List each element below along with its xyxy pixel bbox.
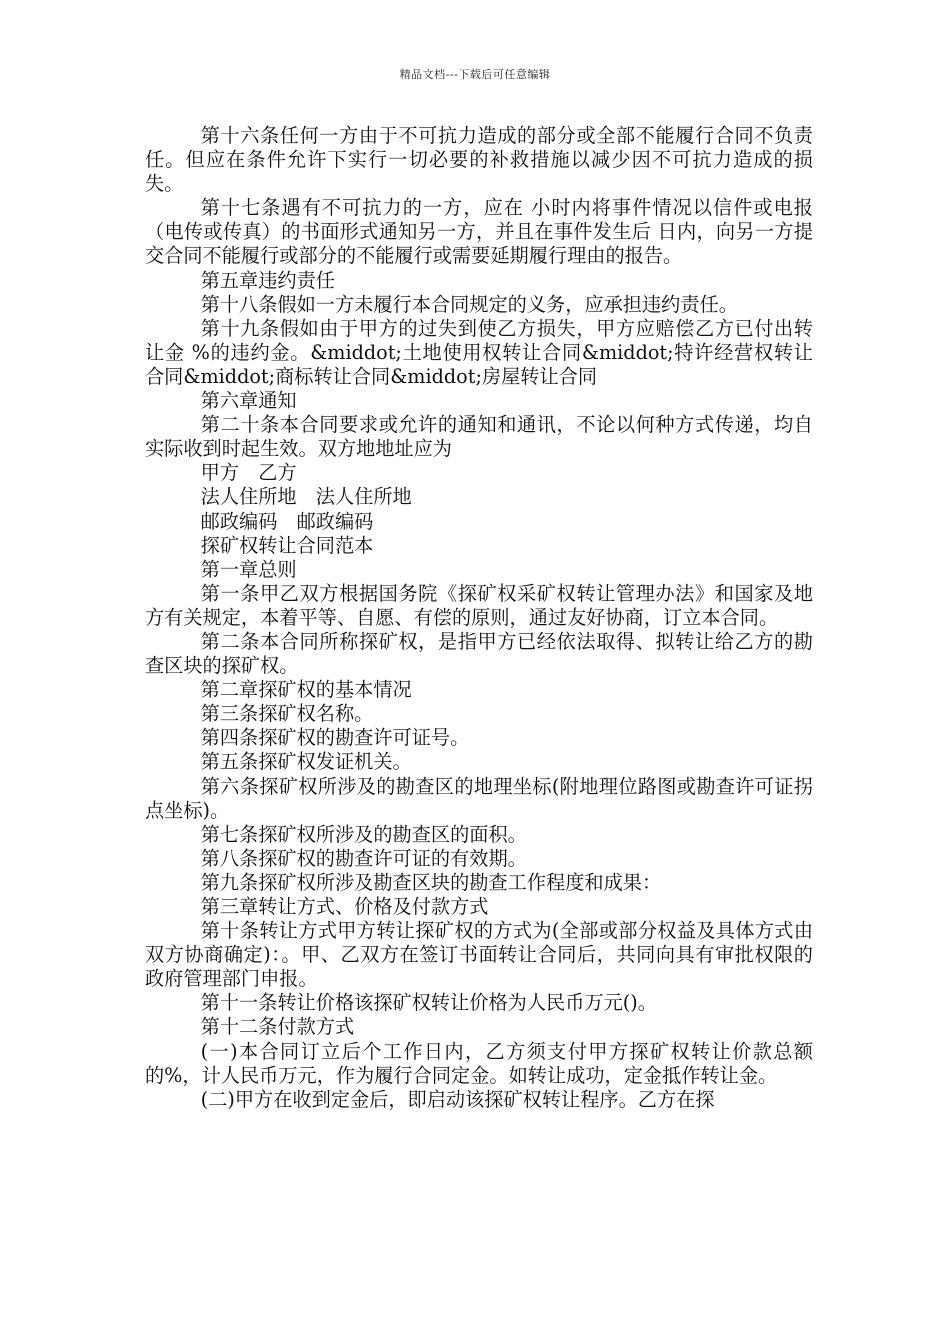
paragraph: 第十条转让方式甲方转让探矿权的方式为(全部或部分权益及具体方式由双方协商确定)：。甲、乙双方在签订书面转让合同后，共同向具有审批权限的政府管理部门申报。 (145, 919, 813, 991)
page-header: 精品文档---下载后可任意编辑 (399, 68, 551, 81)
paragraph: 第十九条假如由于甲方的过失到使乙方损失，甲方应赔偿乙方已付出转让金 %的违约金。&middot;土地使用权转让合同&middot;特许经营权转让合同&middot;商标转让合同&middot;房屋转让合同 (145, 316, 813, 388)
chapter-heading: 第一章总则 (200, 557, 297, 581)
paragraph: 第五条探矿权发证机关。 (200, 750, 412, 774)
chapter-heading: 第三章转让方式、价格及付款方式 (200, 895, 489, 918)
party-line: 甲方 乙方 (200, 461, 297, 485)
paragraph: (一)本合同订立后个工作日内，乙方须支付甲方探矿权转让价款总额的%，计人民币万元，作为履行合同定金。如转让成功，定金抵作转让金。 (145, 1039, 813, 1087)
paragraph: 第十七条遇有不可抗力的一方，应在 小时内将事件情况以信件或电报（电传或传真）的书面形式通知另一方，并且在事件发生后 日内，向另一方提交合同不能履行或部分的不能履行或需要延期履行理由的报告。 (145, 196, 813, 268)
paragraph: 第二条本合同所称探矿权，是指甲方已经依法取得、拟转让给乙方的勘查区块的探矿权。 (145, 629, 813, 678)
paragraph: 第三条探矿权名称。 (200, 702, 374, 726)
chapter-heading: 第二章探矿权的基本情况 (200, 678, 412, 702)
paragraph: 第九条探矿权所涉及勘查区块的勘查工作程度和成果： (200, 870, 662, 894)
paragraph: 第二十条本合同要求或允许的通知和通讯，不论以何种方式传递，均自实际收到时起生效。双方地地址应为 (145, 413, 813, 461)
paragraph: 第六条探矿权所涉及的勘查区的地理坐标(附地理位路图或勘查许可证拐点坐标)。 (145, 774, 813, 822)
document-body (145, 124, 813, 1112)
chapter-heading: 第五章违约责任 (200, 268, 335, 292)
party-line: 邮政编码 邮政编码 (200, 509, 374, 533)
party-line: 法人住所地 法人住所地 (200, 485, 412, 509)
paragraph: 第十二条付款方式 (200, 1015, 355, 1039)
paragraph: 第十八条假如一方未履行本合同规定的义务，应承担违约责任。 (200, 292, 738, 316)
paragraph: (二)甲方在收到定金后，即启动该探矿权转让程序。乙方在探 (200, 1087, 715, 1111)
paragraph: 第八条探矿权的勘查许可证的有效期。 (200, 846, 527, 870)
paragraph: 第十六条任何一方由于不可抗力造成的部分或全部不能履行合同不负责任。但应在条件允许下实行一切必要的补救措施以减少因不可抗力造成的损失。 (145, 124, 813, 196)
section-title: 探矿权转让合同范本 (200, 533, 374, 557)
paragraph: 第十一条转让价格该探矿权转让价格为人民币万元()。 (200, 991, 657, 1015)
paragraph: 第四条探矿权的勘查许可证号。 (200, 726, 470, 750)
chapter-heading: 第六章通知 (200, 389, 297, 413)
paragraph: 第一条甲乙双方根据国务院《探矿权采矿权转让管理办法》和国家及地方有关规定，本着平等、自愿、有偿的原则，通过友好协商，订立本合同。 (145, 581, 813, 629)
paragraph: 第七条探矿权所涉及的勘查区的面积。 (200, 822, 527, 846)
